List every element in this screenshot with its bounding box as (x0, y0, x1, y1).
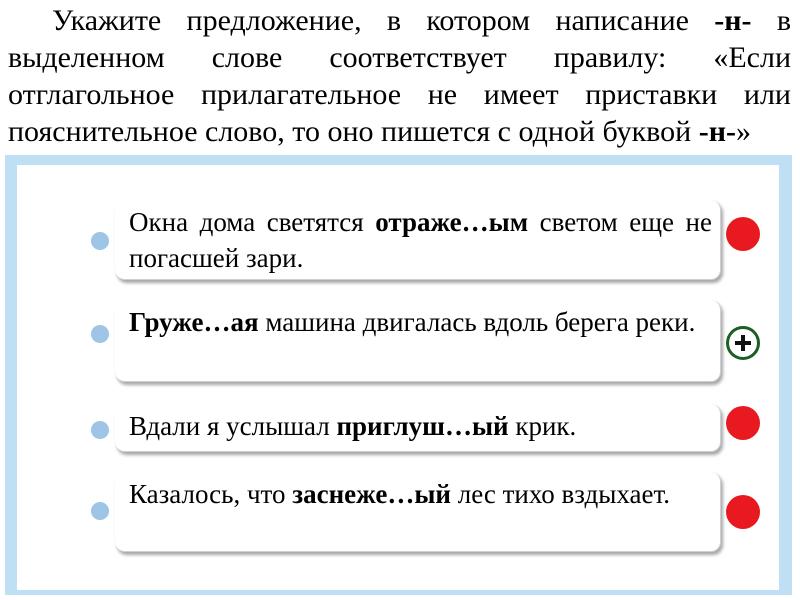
answer-text: светом еще не погасшей зари. (129, 207, 712, 273)
answer-text: машина двигалась вдоль берега реки. (258, 307, 696, 337)
question-part: » (735, 115, 751, 148)
answer-highlight-word: приглуш…ый (336, 411, 509, 441)
answer-text: лес тихо вздыхает. (450, 479, 670, 509)
answer-text: Казалось, что (129, 479, 293, 509)
plus-circle-icon[interactable] (726, 326, 760, 360)
blue-dot-icon (91, 502, 109, 520)
answer-option-2[interactable] (115, 300, 721, 382)
question-suffix-bold: -н- (714, 4, 752, 37)
blue-dot-icon (91, 232, 109, 250)
red-circle-icon[interactable] (726, 217, 760, 251)
red-circle-icon[interactable] (726, 495, 760, 529)
answer-text: Окна дома светятся (129, 207, 376, 237)
answer-text: Вдали я услышал (129, 411, 337, 441)
answer-text: крик. (508, 411, 577, 441)
blue-dot-icon (91, 421, 109, 439)
answer-highlight-word: Груже…ая (129, 307, 259, 337)
answer-option-1[interactable] (115, 200, 721, 280)
answer-option-4[interactable] (115, 472, 721, 552)
question-part: в выделенном слове соответствует правилу: «Если отглагольное прилагательное не имеет приставки или пояснительное слово, то оно пишется с одной буквой (8, 4, 791, 148)
answer-highlight-word: заснеже…ый (292, 479, 451, 509)
answer-option-3[interactable] (115, 404, 721, 452)
answer-highlight-word: отраже…ым (375, 207, 529, 237)
question-text (8, 2, 791, 150)
blue-dot-icon (91, 325, 109, 343)
question-suffix-bold: -н- (698, 115, 736, 148)
question-part: Укажите предложение, в котором написание (52, 4, 715, 37)
red-circle-icon[interactable] (726, 406, 760, 440)
